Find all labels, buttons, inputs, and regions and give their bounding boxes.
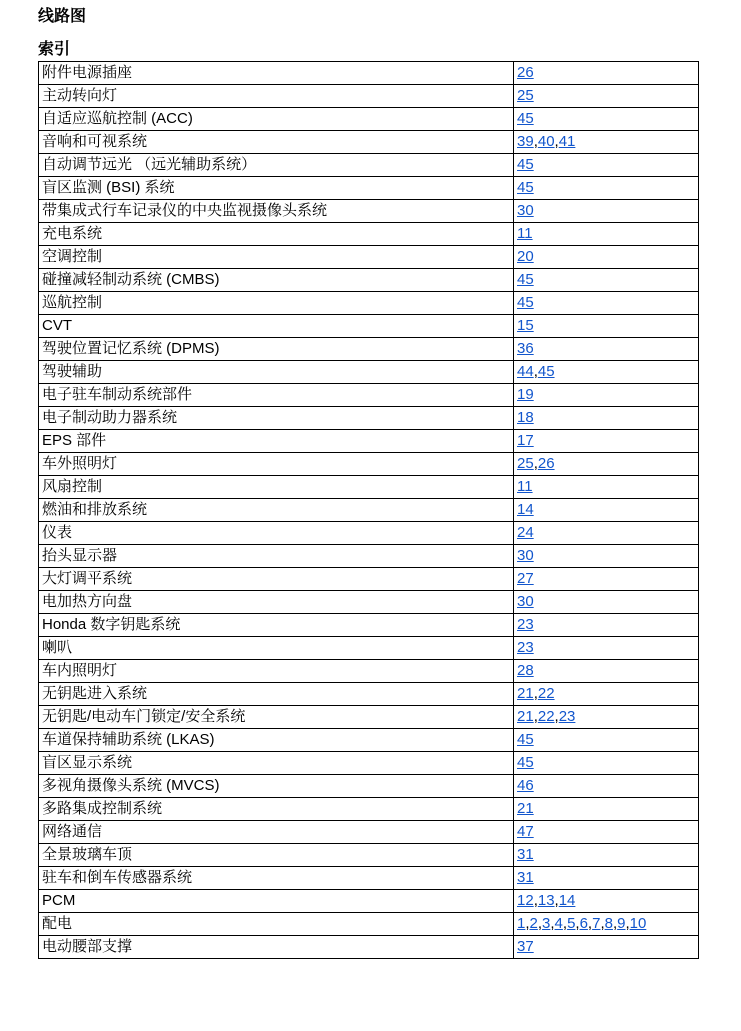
table-row <box>39 223 699 246</box>
page-link[interactable]: 23 <box>517 616 534 633</box>
index-item-name: EPS 部件 <box>39 430 514 453</box>
table-row <box>39 62 699 85</box>
page-link[interactable]: 13 <box>537 892 555 909</box>
table-row <box>39 936 699 959</box>
index-page-links <box>514 85 699 108</box>
index-page-links <box>514 752 699 775</box>
index-page-links <box>514 798 699 821</box>
index-item-name: 无钥匙进入系统 <box>39 683 514 706</box>
index-page-links <box>514 729 699 752</box>
page-link[interactable]: 25 <box>517 455 534 472</box>
table-row <box>39 522 699 545</box>
table-row <box>39 315 699 338</box>
table-row <box>39 729 699 752</box>
index-page-links <box>514 821 699 844</box>
index-page-links <box>514 384 699 407</box>
index-page-links <box>514 407 699 430</box>
table-row <box>39 453 699 476</box>
table-row <box>39 614 699 637</box>
index-page-links <box>514 775 699 798</box>
table-row <box>39 384 699 407</box>
page-link[interactable]: 30 <box>517 593 534 610</box>
page-link[interactable]: 6 <box>579 915 588 932</box>
index-page-links: 12,13,14 <box>514 890 699 913</box>
index-item-name: 带集成式行车记录仪的中央监视摄像头系统 <box>39 200 514 223</box>
index-item-name: 多视角摄像头系统 (MVCS) <box>39 775 514 798</box>
index-page-links <box>514 269 699 292</box>
page-link[interactable]: 45 <box>517 754 534 771</box>
table-row <box>39 499 699 522</box>
page-link[interactable]: 45 <box>517 110 534 127</box>
table-row <box>39 591 699 614</box>
page-link[interactable]: 11 <box>517 225 533 242</box>
index-item-name: 主动转向灯 <box>39 85 514 108</box>
table-row <box>39 660 699 683</box>
index-page-links <box>514 936 699 959</box>
table-row <box>39 338 699 361</box>
page-link[interactable]: 23 <box>558 708 576 725</box>
index-page-links: 21,22,23 <box>514 706 699 729</box>
index-item-name: 驻车和倒车传感器系统 <box>39 867 514 890</box>
page-link[interactable]: 21 <box>517 685 534 702</box>
page-link[interactable]: 31 <box>517 846 534 863</box>
table-row <box>39 200 699 223</box>
page-link[interactable]: 19 <box>517 386 534 403</box>
index-item-name: 电子驻车制动系统部件 <box>39 384 514 407</box>
index-page-links <box>514 430 699 453</box>
page-link[interactable]: 39 <box>517 133 534 150</box>
index-item-name: 抬头显示器 <box>39 545 514 568</box>
page-link[interactable]: 17 <box>517 432 534 449</box>
index-page-links <box>514 614 699 637</box>
index-page-links <box>514 154 699 177</box>
table-row <box>39 108 699 131</box>
table-row <box>39 131 699 154</box>
page-link[interactable]: 11 <box>517 478 533 495</box>
page-link[interactable]: 30 <box>517 202 534 219</box>
index-item-name: 仪表 <box>39 522 514 545</box>
index-item-name: 多路集成控制系统 <box>39 798 514 821</box>
page-link[interactable]: 45 <box>517 271 534 288</box>
table-row <box>39 430 699 453</box>
page-link[interactable]: 21 <box>517 708 534 725</box>
table-row <box>39 85 699 108</box>
table-row <box>39 775 699 798</box>
page-link[interactable]: 4 <box>554 915 563 932</box>
page-link[interactable]: 46 <box>517 777 534 794</box>
table-row <box>39 706 699 729</box>
page-link[interactable]: 20 <box>517 248 534 265</box>
index-page-links: 21,22 <box>514 683 699 706</box>
index-item-name: 风扇控制 <box>39 476 514 499</box>
page-link[interactable]: 23 <box>517 639 534 656</box>
index-item-name: 电动腰部支撑 <box>39 936 514 959</box>
index-item-name: 车外照明灯 <box>39 453 514 476</box>
index-item-name: PCM <box>39 890 514 913</box>
page-link[interactable]: 22 <box>537 685 555 702</box>
page-link[interactable]: 8 <box>604 915 613 932</box>
index-page-links <box>514 200 699 223</box>
index-page-links <box>514 476 699 499</box>
index-page-links: 39,40,41 <box>514 131 699 154</box>
index-item-name: 电子制动助力器系统 <box>39 407 514 430</box>
table-row <box>39 246 699 269</box>
table-row <box>39 361 699 384</box>
page-link[interactable]: 44 <box>517 363 534 380</box>
page-link[interactable]: 37 <box>517 938 534 955</box>
table-row <box>39 798 699 821</box>
page-link[interactable]: 45 <box>517 179 534 196</box>
index-page-links <box>514 223 699 246</box>
table-row <box>39 913 699 936</box>
index-table <box>38 61 699 959</box>
index-item-name: 驾驶辅助 <box>39 361 514 384</box>
index-page-links <box>514 177 699 200</box>
index-page-links <box>514 867 699 890</box>
page-link[interactable]: 24 <box>517 524 534 541</box>
index-page-links <box>514 591 699 614</box>
table-row <box>39 821 699 844</box>
page-link[interactable]: 36 <box>517 340 534 357</box>
page-link[interactable]: 3 <box>542 915 551 932</box>
table-row <box>39 154 699 177</box>
index-page-links <box>514 660 699 683</box>
table-row <box>39 890 699 913</box>
page-link[interactable]: 18 <box>517 409 534 426</box>
index-item-name: 无钥匙/电动车门锁定/安全系统 <box>39 706 514 729</box>
table-row <box>39 752 699 775</box>
index-item-name: 充电系统 <box>39 223 514 246</box>
index-item-name: 自动调节远光 （远光辅助系统） <box>39 154 514 177</box>
page-link[interactable]: 41 <box>558 133 576 150</box>
page-link[interactable]: 27 <box>517 570 534 587</box>
page-link[interactable]: 12 <box>517 892 534 909</box>
index-item-name: 燃油和排放系统 <box>39 499 514 522</box>
table-row <box>39 568 699 591</box>
page-link[interactable]: 1 <box>517 915 526 932</box>
index-item-name: 全景玻璃车顶 <box>39 844 514 867</box>
index-item-name: 盲区显示系统 <box>39 752 514 775</box>
table-row <box>39 177 699 200</box>
page-link[interactable]: 45 <box>517 731 534 748</box>
index-item-name: 车内照明灯 <box>39 660 514 683</box>
index-page-links <box>514 338 699 361</box>
index-item-name: 盲区监测 (BSI) 系统 <box>39 177 514 200</box>
page-link[interactable]: 45 <box>537 363 555 380</box>
index-page-links <box>514 637 699 660</box>
table-row <box>39 476 699 499</box>
index-item-name: 空调控制 <box>39 246 514 269</box>
index-item-name: 网络通信 <box>39 821 514 844</box>
table-row <box>39 637 699 660</box>
page-link[interactable]: 7 <box>592 915 601 932</box>
index-page-links <box>514 246 699 269</box>
page-link[interactable]: 14 <box>517 501 534 518</box>
index-page-links <box>514 844 699 867</box>
index-page-links <box>514 62 699 85</box>
index-item-name: 巡航控制 <box>39 292 514 315</box>
page-link[interactable]: 22 <box>537 708 555 725</box>
page-link[interactable]: 26 <box>537 455 555 472</box>
page-link[interactable]: 26 <box>517 64 534 81</box>
index-item-name: 车道保持辅助系统 (LKAS) <box>39 729 514 752</box>
page-link[interactable]: 2 <box>529 915 538 932</box>
index-page-links <box>514 499 699 522</box>
index-page-links: 1,2,3,4,5,6,7,8,9,10 <box>514 913 699 936</box>
index-item-name: 电加热方向盘 <box>39 591 514 614</box>
index-page-links <box>514 545 699 568</box>
index-item-name: 大灯调平系统 <box>39 568 514 591</box>
page-link[interactable]: 15 <box>517 317 534 334</box>
page-link[interactable]: 10 <box>629 915 647 932</box>
page-link[interactable]: 45 <box>517 294 534 311</box>
table-row <box>39 292 699 315</box>
index-page-links <box>514 568 699 591</box>
index-item-name: CVT <box>39 315 514 338</box>
index-table-body <box>39 62 699 959</box>
page-link[interactable]: 45 <box>517 156 534 173</box>
table-row <box>39 867 699 890</box>
index-page-links <box>514 522 699 545</box>
page-title: 线路图 <box>38 8 87 25</box>
section-heading-index: 索引 <box>38 41 71 58</box>
index-item-name: 喇叭 <box>39 637 514 660</box>
index-page-links <box>514 292 699 315</box>
page-link[interactable]: 47 <box>517 823 534 840</box>
page-link[interactable]: 25 <box>517 87 534 104</box>
index-page-links: 25,26 <box>514 453 699 476</box>
index-item-name: 附件电源插座 <box>39 62 514 85</box>
index-item-name: 配电 <box>39 913 514 936</box>
index-item-name: 碰撞减轻制动系统 (CMBS) <box>39 269 514 292</box>
index-page-links <box>514 108 699 131</box>
index-page-links <box>514 315 699 338</box>
index-item-name: 音响和可视系统 <box>39 131 514 154</box>
index-item-name: Honda 数字钥匙系统 <box>39 614 514 637</box>
page-link[interactable]: 28 <box>517 662 534 679</box>
page-link[interactable]: 5 <box>567 915 576 932</box>
table-row <box>39 844 699 867</box>
table-row <box>39 545 699 568</box>
table-row <box>39 269 699 292</box>
page-link[interactable]: 14 <box>558 892 576 909</box>
page-link[interactable]: 9 <box>617 915 626 932</box>
page-link[interactable]: 30 <box>517 547 534 564</box>
page-link[interactable]: 31 <box>517 869 534 886</box>
table-row <box>39 683 699 706</box>
page-link[interactable]: 21 <box>517 800 534 817</box>
table-row <box>39 407 699 430</box>
index-page-links: 44,45 <box>514 361 699 384</box>
page-link[interactable]: 40 <box>537 133 555 150</box>
index-item-name: 驾驶位置记忆系统 (DPMS) <box>39 338 514 361</box>
index-item-name: 自适应巡航控制 (ACC) <box>39 108 514 131</box>
